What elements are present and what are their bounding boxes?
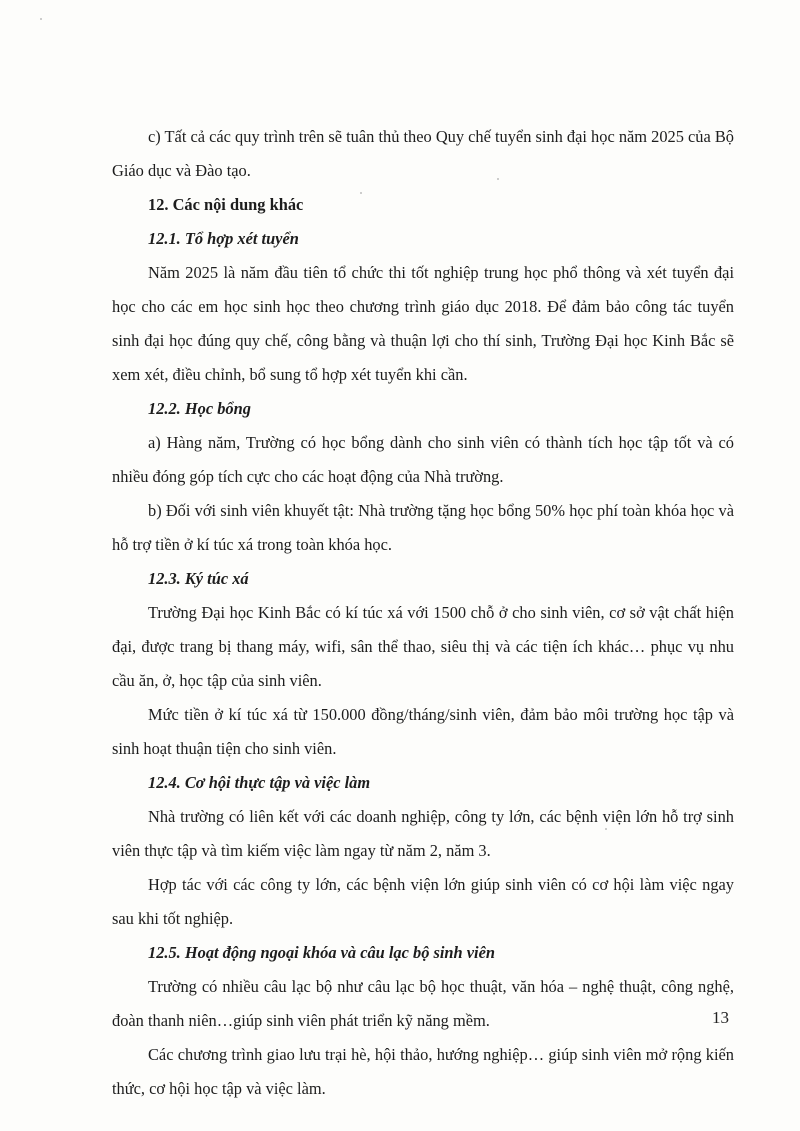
- subheading-dormitory: 12.3. Ký túc xá: [148, 569, 249, 588]
- scan-speck: [40, 18, 42, 20]
- paragraph-exchange-programs: Các chương trình giao lưu trại hè, hội thảo, hướng nghiệp… giúp sinh viên mở rộng kiến thức, cơ hội học tập và việc làm.: [112, 1045, 734, 1098]
- subheading-internship-jobs: 12.4. Cơ hội thực tập và việc làm: [148, 773, 371, 792]
- subheading-scholarships: 12.2. Học bổng: [148, 399, 251, 418]
- paragraph-clubs: Trường có nhiều câu lạc bộ như câu lạc bộ học thuật, văn hóa – nghệ thuật, công nghệ, đoàn thanh niên…giúp sinh viên phát triển kỹ năng mềm.: [112, 977, 734, 1030]
- section-heading-other-content: 12. Các nội dung khác: [148, 195, 304, 214]
- paragraph-dormitory-facilities: Trường Đại học Kinh Bắc có kí túc xá với 1500 chỗ ở cho sinh viên, cơ sở vật chất hiện đại, được trang bị thang máy, wifi, sân thể thao, siêu thị và các tiện ích khác… phục vụ nhu cầu ăn, ở, học tập của sinh viên.: [112, 603, 734, 690]
- paragraph-dormitory-fee: Mức tiền ở kí túc xá từ 150.000 đồng/tháng/sinh viên, đảm bảo môi trường học tập và sinh hoạt thuận tiện cho sinh viên.: [112, 705, 734, 758]
- document-body: [112, 120, 734, 1106]
- paragraph-scholarship-a: a) Hàng năm, Trường có học bổng dành cho sinh viên có thành tích học tập tốt và có nhiều đóng góp tích cực cho các hoạt động của Nhà trường.: [112, 433, 734, 486]
- paragraph-admission-rules: c) Tất cả các quy trình trên sẽ tuân thủ theo Quy chế tuyển sinh đại học năm 2025 của Bộ Giáo dục và Đào tạo.: [112, 127, 734, 180]
- subheading-extracurricular: 12.5. Hoạt động ngoại khóa và câu lạc bộ sinh viên: [148, 943, 495, 962]
- paragraph-internship-partners: Nhà trường có liên kết với các doanh nghiệp, công ty lớn, các bệnh viện lớn hỗ trợ sinh viên thực tập và tìm kiếm việc làm ngay từ năm 2, năm 3.: [112, 807, 734, 860]
- page-number: 13: [712, 1008, 729, 1027]
- paragraph-admission-combinations: Năm 2025 là năm đầu tiên tổ chức thi tốt nghiệp trung học phổ thông và xét tuyển đại học cho các em học sinh học theo chương trình giáo dục 2018. Để đảm bảo công tác tuyển sinh đại học đúng quy chế, công bằng và thuận lợi cho thí sinh, Trường Đại học Kinh Bắc sẽ xem xét, điều chỉnh, bổ sung tổ hợp xét tuyển khi cần.: [112, 263, 734, 384]
- paragraph-scholarship-b: b) Đối với sinh viên khuyết tật: Nhà trường tặng học bổng 50% học phí toàn khóa học và hỗ trợ tiền ở kí túc xá trong toàn khóa học.: [112, 501, 734, 554]
- paragraph-job-cooperation: Hợp tác với các công ty lớn, các bệnh viện lớn giúp sinh viên có cơ hội làm việc ngay sau khi tốt nghiệp.: [112, 875, 734, 928]
- subheading-admission-combinations: 12.1. Tổ hợp xét tuyển: [148, 229, 299, 248]
